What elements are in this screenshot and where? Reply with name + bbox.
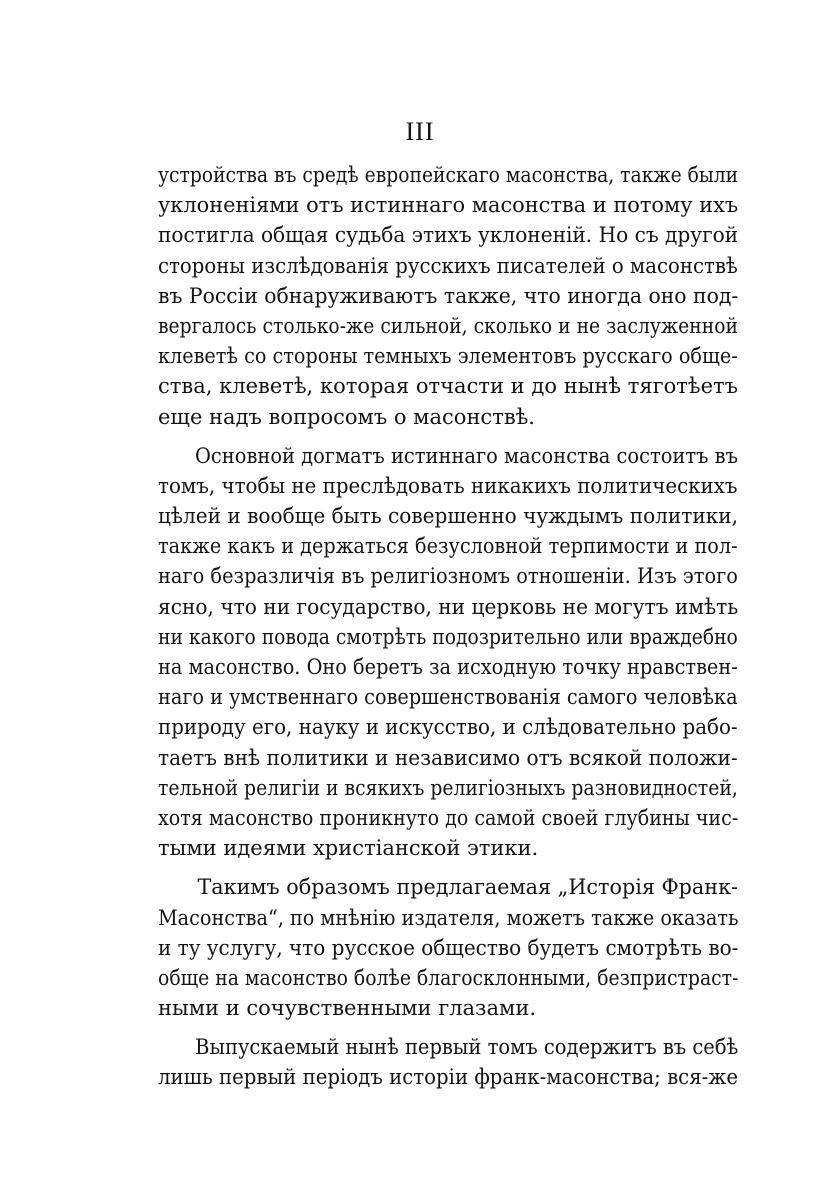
text-line: ства, клеветѣ, которая отчасти и до нынѣ тяготѣетъ bbox=[158, 374, 738, 399]
text-line: уклоненіями отъ истиннаго масонства и потому ихъ bbox=[158, 193, 739, 218]
text-line: тыми идеями христіанской этики. bbox=[158, 836, 539, 861]
text-line: Такимъ образомъ предлагаемая „Исторія Франк- bbox=[197, 875, 739, 900]
body-text bbox=[158, 160, 738, 1093]
text-line: цѣлей и вообще быть совершенно чуждымъ политики, bbox=[158, 504, 739, 529]
text-line: клеветѣ со стороны темныхъ элементовъ русскаго обще- bbox=[158, 344, 738, 369]
text-line: Выпускаемый нынѣ первый томъ содержитъ въ себѣ bbox=[195, 1035, 739, 1060]
text-line: наго безразличія въ религіозномъ отношеніи. Изъ этого bbox=[158, 564, 738, 589]
text-line: ясно, что ни государство, ни церковь не могутъ имѣть bbox=[158, 594, 739, 619]
page-number: III bbox=[405, 117, 435, 146]
text-line: постигла общая судьба этихъ уклоненій. Но съ другой bbox=[158, 223, 739, 248]
text-line: природу его, науку и искусство, и слѣдовательно рабо- bbox=[158, 715, 738, 740]
paragraph-gap bbox=[158, 863, 738, 872]
paragraph-gap bbox=[158, 432, 738, 441]
paragraph-gap bbox=[158, 1023, 738, 1032]
text-line: также какъ и держаться безусловной терпимости и пол- bbox=[158, 534, 738, 559]
text-line: устройства въ средѣ европейскаго масонства, также были bbox=[158, 163, 739, 187]
text-line: томъ, чтобы не преслѣдовать никакихъ политическихъ bbox=[158, 473, 738, 498]
text-line: тельной религіи и всякихъ религіозныхъ разновидностей, bbox=[158, 775, 738, 800]
text-line: таетъ внѣ политики и независимо отъ всякой положи- bbox=[158, 745, 738, 770]
text-line: стороны изслѣдованія русскихъ писателей о масонствѣ bbox=[158, 253, 738, 278]
text-line: и ту услугу, что русское общество будетъ смотрѣть во- bbox=[158, 935, 739, 960]
text-line: хотя масонство проникнуто до самой своей глубины чис- bbox=[158, 805, 739, 830]
text-line: Основной догматъ истиннаго масонства состоитъ въ bbox=[195, 443, 738, 468]
text-line: ными и сочувственными глазами. bbox=[158, 996, 537, 1021]
text-line: лишь первый періодъ исторіи франк-масонства; вся-же bbox=[158, 1065, 739, 1090]
text-line: обще на масонство болѣе благосклонными, безпристраст- bbox=[158, 965, 739, 990]
text-line: еще надъ вопросомъ о масонствѣ. bbox=[158, 404, 535, 429]
text-line: наго и умственнаго совершенствованія самого человѣка bbox=[158, 685, 738, 710]
text-line: на масонство. Оно беретъ за исходную точку нравствен- bbox=[158, 655, 738, 679]
text-line: вергалось столько-же сильной, сколько и не заслуженной bbox=[158, 313, 738, 338]
text-line: Масонства“, по мнѣнію издателя, можетъ также оказать bbox=[158, 905, 739, 930]
text-line: въ Россіи обнаруживаютъ также, что иногда оно под- bbox=[158, 283, 739, 308]
text-line: ни какого повода смотрѣть подозрительно или враждебно bbox=[158, 624, 738, 649]
